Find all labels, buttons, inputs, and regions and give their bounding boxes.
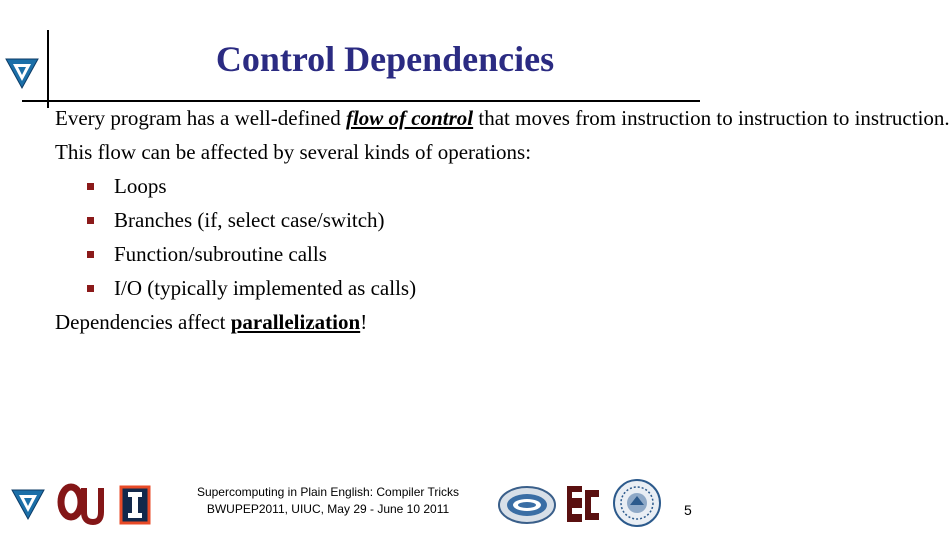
- ccc-logo: [497, 484, 557, 526]
- bullet-text: I/O (typically implemented as calls): [114, 276, 417, 300]
- parallelization-emphasis: parallelization: [230, 310, 361, 334]
- paragraph1-text: Every program has a well-defined: [55, 106, 346, 130]
- paragraph-parallelization: [55, 305, 705, 339]
- paragraph3-text-end: !: [360, 310, 368, 334]
- bullet-square-icon: [87, 183, 94, 190]
- bullet-branches: [87, 203, 705, 237]
- footer-caption: [178, 484, 478, 518]
- slide-title: Control Dependencies: [215, 39, 555, 79]
- ec-logo: [565, 482, 601, 526]
- paragraph-flow-of-control: [55, 101, 950, 135]
- flow-of-control-emphasis: flow of control: [345, 106, 474, 130]
- seal-logo: [612, 478, 662, 528]
- ou-logo: [58, 484, 102, 526]
- bullet-text: Branches (if, select case/switch): [114, 208, 385, 232]
- footer-line2: BWUPEP2011, UIUC, May 29 - June 10 2011: [206, 502, 450, 516]
- triangle-logo: [10, 486, 46, 522]
- paragraph1-text-end: that moves from instruction to instruction to instruction.: [473, 106, 950, 130]
- triangle-logo: [4, 55, 40, 91]
- paragraph3-text: Dependencies affect: [55, 310, 231, 334]
- page-number: 5: [684, 502, 692, 518]
- vertical-rule: [47, 30, 49, 108]
- paragraph-operations: This flow can be affected by several kinds of operations:: [55, 140, 532, 164]
- bullet-square-icon: [87, 285, 94, 292]
- bullet-loops: [87, 169, 705, 203]
- slide-body: [55, 101, 950, 339]
- bullet-text: Loops: [114, 174, 167, 198]
- bullet-function-calls: [87, 237, 705, 271]
- bullet-square-icon: [87, 251, 94, 258]
- bullet-text: Function/subroutine calls: [114, 242, 327, 266]
- footer-line1: Supercomputing in Plain English: Compiler Tricks: [196, 485, 460, 499]
- footer: [0, 470, 720, 530]
- bullet-square-icon: [87, 217, 94, 224]
- bullet-io: [87, 271, 705, 305]
- uiuc-logo: [118, 484, 152, 526]
